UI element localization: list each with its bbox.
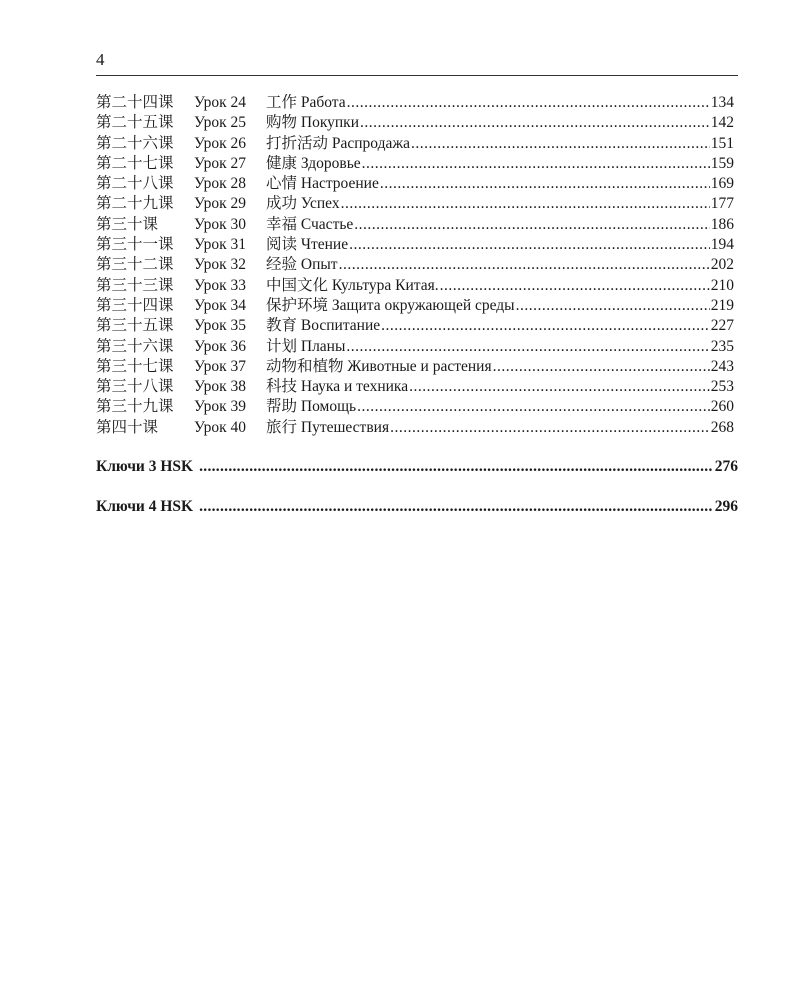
lesson-topic-cell [266,418,738,438]
lesson-topic-cell [266,154,738,174]
lesson-chinese-title: 第三十一课 [96,236,174,254]
lesson-topic-cell [266,215,738,235]
lesson-number: Урок 30 [194,215,247,233]
dot-leader [380,174,710,194]
dot-leader [347,93,710,113]
page-reference: 260 [710,398,734,416]
dot-leader [440,276,710,296]
lesson-chinese-title: 第三十三课 [96,276,174,294]
toc-row[interactable] [96,174,738,194]
toc-row[interactable] [96,377,738,397]
lesson-topic: 保护环境 Защита окружающей среды [266,296,515,314]
lesson-number: Урок 39 [194,398,247,416]
toc-row[interactable] [96,316,738,336]
lesson-number: Урок 24 [194,94,247,111]
lesson-topic-cell [266,174,738,194]
lesson-topic-cell [266,113,738,133]
lesson-chinese-title: 第二十七课 [96,154,174,172]
dot-leader [346,337,709,357]
lesson-number: Урок 33 [194,276,247,294]
lesson-chinese-title: 第二十五课 [96,114,174,132]
toc-row[interactable] [96,397,738,417]
lesson-chinese-title: 第三十二课 [96,256,174,274]
lesson-number: Урок 32 [194,256,247,274]
lesson-number: Урок 36 [194,337,247,355]
answer-key-row[interactable] [96,457,738,477]
lesson-topic: 旅行 Путешествия [266,418,390,436]
toc-row[interactable] [96,276,738,296]
answer-key-label: Ключи 4 HSK [96,498,194,515]
page-reference: 194 [710,236,734,254]
lesson-topic: 健康 Здоровье [266,154,361,172]
toc-row[interactable] [96,154,738,174]
lesson-number: Урок 31 [194,236,247,254]
dot-leader [409,377,710,397]
page-reference: 253 [710,378,734,396]
lesson-topic-cell [266,276,738,296]
lesson-number: Урок 29 [194,195,247,213]
toc-row[interactable] [96,235,738,255]
lesson-topic: 计划 Планы [266,337,346,355]
dot-leader [411,134,710,154]
toc-row[interactable] [96,215,738,235]
page-reference: 169 [710,175,734,193]
lesson-topic: 经验 Опыт [266,256,338,274]
answer-key-row[interactable] [96,497,738,517]
lesson-number: Урок 34 [194,296,247,314]
lesson-topic: 幸福 Счастье [266,215,354,233]
page-reference: 243 [710,357,734,375]
lesson-chinese-title: 第二十四课 [96,94,174,111]
page-reference: 268 [710,418,734,436]
page-reference: 276 [714,458,738,475]
page-reference: 151 [710,134,734,152]
lesson-chinese-title: 第三十五课 [96,317,174,335]
lesson-number: Урок 37 [194,357,247,375]
lesson-number: Урок 28 [194,175,247,193]
toc-row[interactable] [96,93,738,113]
lesson-chinese-title: 第三十四课 [96,296,174,314]
lesson-topic-cell [266,397,738,417]
lesson-number: Урок 25 [194,114,247,132]
lesson-topic-cell [266,235,738,255]
page-reference: 202 [710,256,734,274]
dot-leader [381,316,710,336]
lesson-number: Урок 38 [194,378,247,396]
dot-leader [199,457,712,477]
header-rule [96,75,738,76]
dot-leader [349,235,710,255]
lesson-chinese-title: 第三十九课 [96,398,174,416]
toc-row[interactable] [96,134,738,154]
lesson-chinese-title: 第三十六课 [96,337,174,355]
dot-leader [390,418,710,438]
lesson-topic-cell [266,194,738,214]
lesson-chinese-title: 第三十课 [96,215,159,233]
lesson-topic: 阅读 Чтение [266,236,349,254]
lesson-topic: 打折活动 Распродажа [266,134,410,152]
page-reference: 235 [710,337,734,355]
lesson-chinese-title: 第四十课 [96,418,159,436]
dot-leader [199,497,712,517]
page-reference: 227 [710,317,734,335]
lesson-topic-cell [266,357,738,377]
table-of-contents [96,93,738,438]
dot-leader [493,357,710,377]
lesson-topic-cell [266,134,738,154]
lesson-topic-cell [266,337,738,357]
lesson-topic: 教育 Воспитание [266,317,381,335]
lesson-topic-cell [266,316,738,336]
dot-leader [360,113,710,133]
toc-row[interactable] [96,357,738,377]
page-reference: 142 [710,114,734,132]
answer-key-label: Ключи 3 HSK [96,458,194,475]
lesson-number: Урок 26 [194,134,247,152]
toc-row[interactable] [96,418,738,438]
lesson-topic-cell [266,93,738,113]
toc-row[interactable] [96,113,738,133]
page-reference: 134 [710,94,734,111]
page-reference: 177 [710,195,734,213]
lesson-topic: 科技 Наука и техника [266,378,409,396]
dot-leader [362,154,710,174]
lesson-topic: 购物 Покупки [266,114,360,132]
dot-leader [339,255,710,275]
lesson-number: Урок 27 [194,154,247,172]
page-number: 4 [96,50,105,69]
lesson-topic: 心情 Настроение [266,175,379,193]
lesson-topic: 动物和植物 Животные и растения [266,357,492,375]
lesson-topic-cell [266,296,738,316]
lesson-number: Урок 40 [194,418,247,436]
lesson-chinese-title: 第三十八课 [96,378,174,396]
lesson-number: Урок 35 [194,317,247,335]
dot-leader [357,397,710,417]
toc-row[interactable] [96,255,738,275]
dot-leader [341,194,710,214]
lesson-topic: 工作 Работа [266,94,346,111]
dot-leader [354,215,709,235]
page-reference: 219 [710,296,734,314]
toc-row[interactable] [96,194,738,214]
lesson-topic: 中国文化 Культура Китая. [266,276,439,294]
lesson-topic-cell [266,255,738,275]
page-reference: 186 [710,215,734,233]
dot-leader [516,296,710,316]
lesson-chinese-title: 第二十九课 [96,195,174,213]
lesson-chinese-title: 第三十七课 [96,357,174,375]
page-reference: 159 [710,154,734,172]
lesson-chinese-title: 第二十六课 [96,134,174,152]
lesson-chinese-title: 第二十八课 [96,175,174,193]
toc-row[interactable] [96,337,738,357]
lesson-topic: 成功 Успех [266,195,340,213]
toc-row[interactable] [96,296,738,316]
page-reference: 210 [710,276,734,294]
lesson-topic: 帮助 Помощь [266,398,357,416]
lesson-topic-cell [266,377,738,397]
page-reference: 296 [714,498,738,515]
